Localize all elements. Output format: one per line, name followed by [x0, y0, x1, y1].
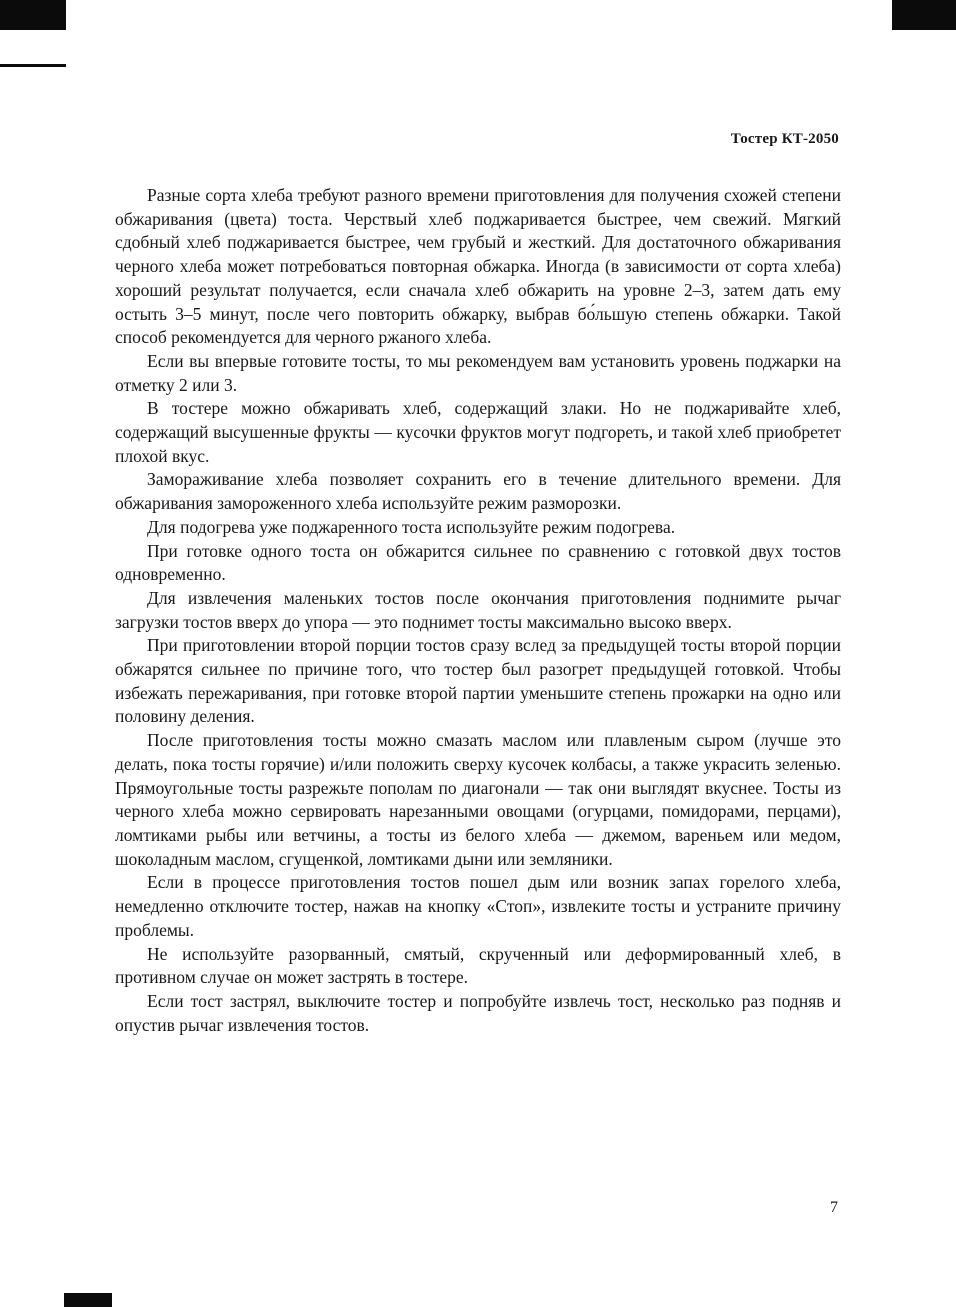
- paragraph: Если тост застрял, выключите тостер и попробуйте извлечь тост, несколько раз подняв и опустив рычаг извлечения тостов.: [115, 990, 841, 1035]
- print-mark-top-right: [892, 0, 956, 30]
- paragraph: После приготовления тосты можно смазать маслом или плавленым сыром (лучше это делать, пока тосты горячие) и/или положить сверху кусочек колбасы, а также украсить зеленью. Прямоугольные тосты разрежьте пополам по диагонали — так они выглядят вкуснее. Тосты из черного хлеба можно сервировать нарезанными овощами (огурцами, помидорами, перцами), ломтиками рыбы или ветчины, а тосты из белого хлеба — джемом, вареньем или медом, шоколадным маслом, сгущенкой, ломтиками дыни или земляники.: [115, 730, 841, 869]
- paragraph: Не используйте разорванный, смятый, скрученный или деформированный хлеб, в противном случае он может застрять в тостере.: [115, 943, 841, 988]
- print-mark-bottom-left: [64, 1293, 112, 1307]
- print-mark-top-left: [0, 0, 66, 30]
- paragraph: Если вы впервые готовите тосты, то мы рекомендуем вам установить уровень поджарки на отметку 2 или 3.: [115, 350, 841, 395]
- paragraph: В тостере можно обжаривать хлеб, содержащий злаки. Но не поджаривайте хлеб, содержащий высушенные фрукты — кусочки фруктов могут подгореть, и такой хлеб приобретет плохой вкус.: [115, 398, 841, 466]
- paragraph: Разные сорта хлеба требуют разного времени приготовления для получения схожей степени обжаривания (цвета) тоста. Черствый хлеб поджаривается быстрее, чем свежий. Мягкий сдобный хлеб поджаривается быстрее, чем грубый и жесткий. Для достаточного обжаривания черного хлеба может потребоваться повторная обжарка. Иногда (в зависимости от сорта хлеба) хороший результат получается, если сначала хлеб обжарить на уровне 2–3, затем дать ему остыть 3–5 минут, после чего повторить обжарку, выбрав бо́льшую степень обжарки. Такой способ рекомендуется для черного ржаного хлеба.: [115, 185, 841, 348]
- page-number: 7: [830, 1199, 838, 1216]
- body-text: [115, 184, 841, 1037]
- paragraph: При готовке одного тоста он обжарится сильнее по сравнению с готовкой двух тостов одновременно.: [115, 540, 841, 585]
- paragraph: Для подогрева уже поджаренного тоста используйте режим подогрева.: [147, 516, 676, 537]
- paragraph: При приготовлении второй порции тостов сразу вслед за предыдущей тосты второй порции обжарятся сильнее по причине того, что тостер был разогрет предыдущей готовкой. Чтобы избежать пережаривания, при готовке второй партии уменьшите степень прожарки на одно или половину деления.: [115, 635, 841, 727]
- paragraph: Для извлечения маленьких тостов после окончания приготовления поднимите рычаг загрузки тостов вверх до упора — это поднимет тосты максимально высоко вверх.: [115, 587, 841, 632]
- paragraph: Если в процессе приготовления тостов пошел дым или возник запах горелого хлеба, немедленно отключите тостер, нажав на кнопку «Стоп», извлеките тосты и устраните причину проблемы.: [115, 872, 841, 940]
- print-mark-top-left-line: [0, 64, 66, 67]
- paragraph: Замораживание хлеба позволяет сохранить его в течение длительного времени. Для обжаривания замороженного хлеба используйте режим разморозки.: [115, 469, 841, 514]
- page-header-title: Тостер КТ-2050: [730, 131, 839, 147]
